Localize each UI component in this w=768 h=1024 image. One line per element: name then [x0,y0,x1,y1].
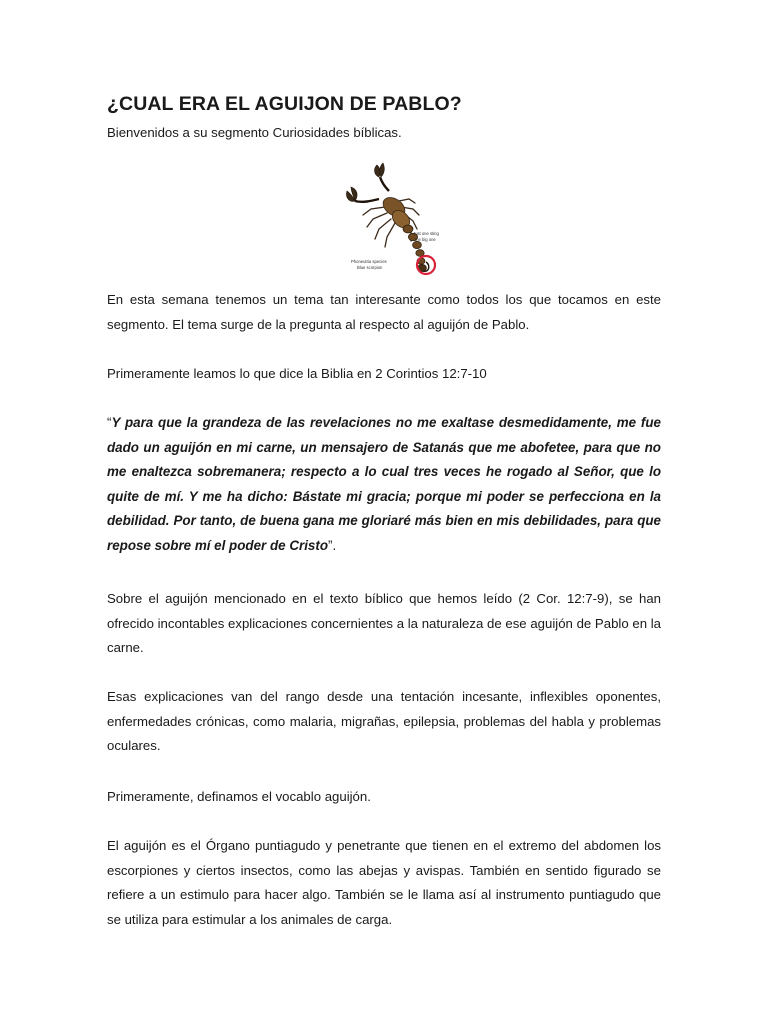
quote-close-mark: ”. [328,537,337,553]
intro-text: Bienvenidos a su segmento Curiosidades bíblicas. [107,125,402,140]
caption-left-1: Phoneutria species [351,259,387,264]
quote-open-mark: “ [107,415,112,430]
paragraph-6: El aguijón es el Órgano puntiagudo y penetrante que tienen en el extremo del abdomen los escorpiones y ciertos insectos, como las abejas y avispas. También en sentido figurado se refiere a un estimulo para hacer algo. También se le llama así al instrumento puntiagudo que se utiliza para estimular a los animales de carga. [107,838,661,927]
paragraph-2: Primeramente leamos lo que dice la Biblia en 2 Corintios 12:7-10 [107,366,487,381]
page-title: ¿CUAL ERA EL AGUIJON DE PABLO? [107,93,462,115]
quote-text: Y para que la grandeza de las revelaciones no me exaltase desmedidamente, me fue dado un aguijón en mi carne, un mensajero de Satanás que me abofetee, para que no me enaltezca sobremanera; respecto a lo cual tres veces he rogado al Señor, que lo quite de mí. Y me ha dicho: Bástate mi gracia; porque mi poder se perfecciona en la debilidad. Por tanto, de buena gana me gloriaré más bien en mis debilidades, para que repose sobre mí el poder de Cristo [107,415,661,553]
paragraph-1: En esta semana tenemos un tema tan interesante como todos los que tocamos en este segmento. El tema surge de la pregunta al respecto al aguijón de Pablo. [107,292,661,332]
paragraph-3: Sobre el aguijón mencionado en el texto bíblico que hemos leído (2 Cor. 12:7-9), se han ofrecido incontables explicaciones concernientes a la naturaleza de ese aguijón de Pablo en la carne. [107,591,661,655]
scorpion-illustration-icon [333,161,443,285]
caption-right-2: the big one [415,237,436,242]
scorpion-figure [333,161,443,285]
caption-left-2: Blue scorpion [357,265,383,270]
paragraph-5: Primeramente, definamos el vocablo aguijón. [107,789,371,804]
caption-right-1: Just one sting [413,231,439,236]
paragraph-4: Esas explicaciones van del rango desde una tentación incesante, inflexibles oponentes, enfermedades crónicas, como malaria, migrañas, epilepsia, problemas del habla y problemas oculares. [107,689,661,753]
bible-quote [107,411,661,558]
